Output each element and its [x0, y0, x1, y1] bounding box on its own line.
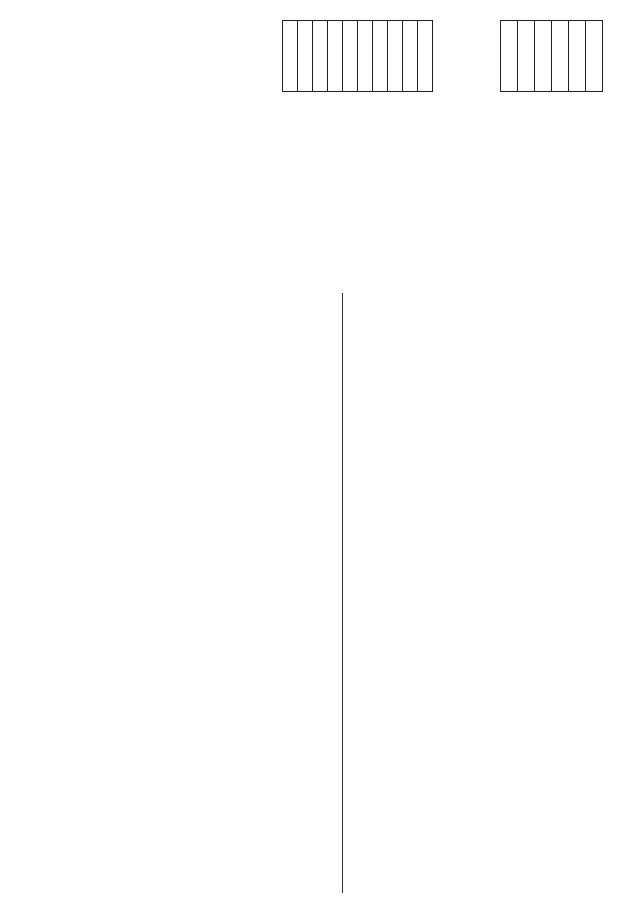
price-cell: [569, 21, 586, 92]
code-cell: [373, 21, 388, 92]
price-cell: [535, 21, 552, 92]
code-cell: [358, 21, 373, 92]
code-cell: [418, 21, 433, 92]
price-row: [402, 563, 416, 893]
price-row: [444, 563, 458, 893]
price-row: [430, 563, 444, 893]
code-cell: [298, 21, 313, 92]
code-cell: [388, 21, 403, 92]
recipient-label: [300, 563, 314, 893]
code-cell: [343, 21, 358, 92]
code-cell: [403, 21, 418, 92]
price-cell: [501, 21, 518, 92]
okei-cell: [586, 21, 603, 92]
price-cell: [552, 21, 569, 92]
code-table: [282, 20, 433, 92]
price-cell: [518, 21, 535, 92]
code-cell: [328, 21, 343, 92]
unit-label: [458, 563, 472, 893]
deadline-label: [356, 563, 370, 893]
price-code-table: [500, 20, 603, 92]
price-row: [416, 563, 430, 893]
code-cell: [283, 21, 298, 92]
code-cell: [313, 21, 328, 92]
form-labels: [300, 563, 472, 893]
price-heading: [388, 563, 402, 893]
